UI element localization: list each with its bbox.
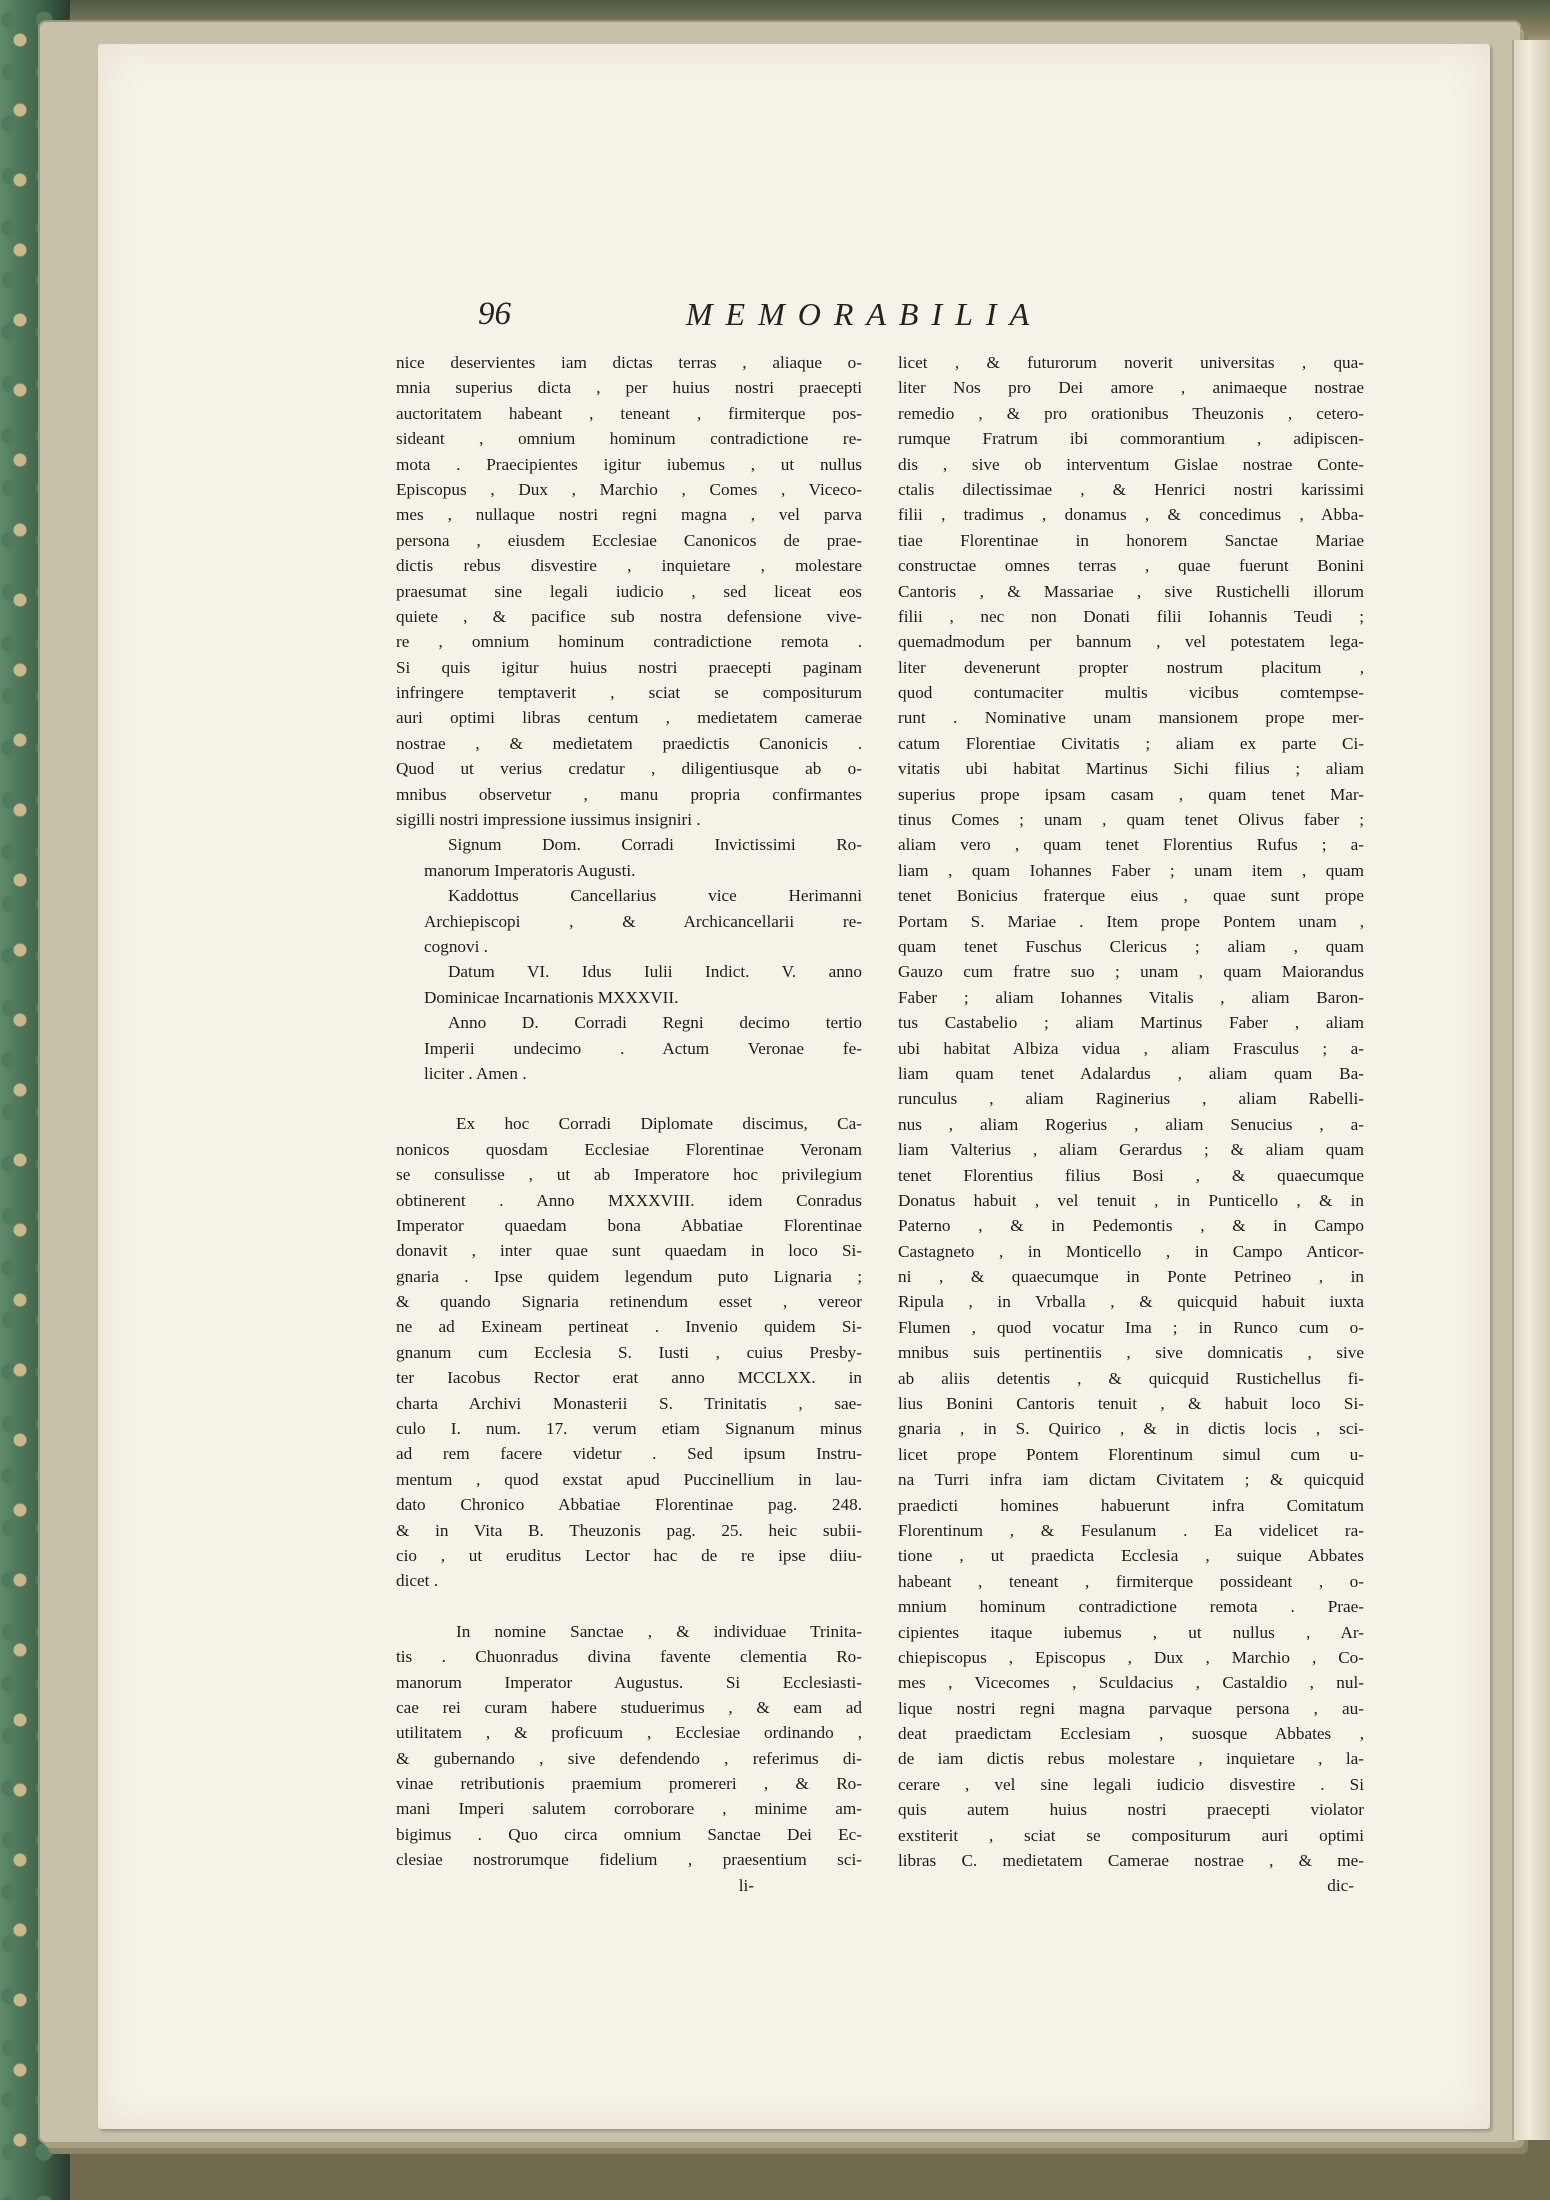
- text-line: quam tenet Fuschus Clericus ; aliam , quam: [898, 936, 1364, 956]
- page-title: MEMORABILIA: [685, 296, 1043, 332]
- text-line: runculus , aliam Raginerius , aliam Rabelli-: [898, 1089, 1364, 1109]
- text-line: nice deservientes iam dictas terras , aliaque o-: [396, 353, 862, 372]
- text-line: Ex hoc Corradi Diplomate discimus, Ca-: [456, 1114, 862, 1134]
- text-line: Flumen , quod vocatur Ima ; in Runco cum o-: [898, 1317, 1364, 1337]
- text-line: lius Bonini Cantoris tenuit , & habuit loco Si-: [898, 1394, 1364, 1414]
- text-line: Archiepiscopi , & Archicancellarii re-: [424, 911, 862, 931]
- text-line: mes , Vicecomes , Sculdacius , Castaldio , nul-: [898, 1673, 1364, 1693]
- text-line: culo I. num. 17. verum etiam Signanum minus: [396, 1419, 862, 1439]
- text-line: gnanum cum Ecclesia S. Iusti , cuius Presby-: [396, 1342, 862, 1362]
- text-line: Faber ; aliam Iohannes Vitalis , aliam Baron-: [898, 987, 1364, 1007]
- text-line: Kaddottus Cancellarius vice Herimanni: [448, 886, 862, 906]
- text-line: dictis rebus disvestire , inquietare , molestare: [396, 556, 862, 576]
- text-line: gnaria , in S. Quirico , & in dictis locis , sci-: [898, 1419, 1364, 1439]
- catchword: li-: [738, 1875, 754, 1895]
- text-line: de iam dictis rebus molestare , inquietare , la-: [898, 1749, 1364, 1769]
- text-line: Castagneto , in Monticello , in Campo Anticor-: [898, 1241, 1364, 1261]
- page-number: 96: [478, 296, 511, 332]
- text-line: Donatus habuit , vel tenuit , in Punticello , & in: [898, 1190, 1364, 1210]
- right-text-column: [898, 350, 1364, 1899]
- text-line: exstiterit , sciat se compositurum auri optimi: [898, 1825, 1364, 1845]
- text-line: se consulisse , ut ab Imperatore hoc privilegium: [396, 1165, 862, 1185]
- text-line: habeant , teneant , firmiterque possideant , o-: [898, 1571, 1364, 1591]
- text-line: aliam vero , quam tenet Florentius Rufus ; a-: [898, 835, 1364, 855]
- text-line: nus , aliam Rogerius , aliam Senucius , a-: [898, 1114, 1364, 1134]
- text-line: filii , tradimus , donamus , & concedimus , Abba-: [898, 505, 1364, 525]
- facing-page-edge: [1512, 40, 1550, 2140]
- text-line: Ripula , in Vrballa , & quicquid habuit iuxta: [898, 1292, 1364, 1312]
- text-line: praesumat sine legali iudicio , sed liceat eos: [396, 581, 862, 601]
- text-line: mnium hominum contradictione remota . Prae-: [898, 1597, 1364, 1617]
- text-line: ni , & quaecumque in Ponte Petrineo , in: [898, 1267, 1364, 1287]
- text-line: auri optimi libras centum , medietatem camerae: [396, 708, 862, 728]
- text-line: tione , ut praedicta Ecclesia , suique Abbates: [898, 1546, 1364, 1566]
- text-line: catum Florentiae Civitatis ; aliam ex parte Ci-: [898, 733, 1364, 753]
- text-line: Datum VI. Idus Iulii Indict. V. anno: [448, 962, 862, 982]
- text-line: cio , ut eruditus Lector hac de re ipse diiu-: [396, 1545, 862, 1565]
- text-line: mnibus observetur , manu propria confirmantes: [396, 784, 862, 804]
- text-line: liter devenerunt propter nostrum placitum ,: [898, 657, 1364, 677]
- text-line: vinae retributionis praemium promereri , & Ro-: [396, 1774, 862, 1794]
- text-line: liam , quam Iohannes Faber ; unam item , quam: [898, 860, 1364, 880]
- text-line: nonicos quosdam Ecclesiae Florentinae Veronam: [396, 1139, 862, 1159]
- text-line: & quando Signaria retinendum esset , vereor: [396, 1292, 862, 1312]
- text-line: Gauzo cum fratre suo ; unam , quam Maiorandus: [898, 962, 1364, 982]
- running-head: [98, 296, 1490, 340]
- text-line: liam quam tenet Adalardus , aliam quam Ba-: [898, 1063, 1364, 1083]
- text-line: Portam S. Mariae . Item prope Pontem unam ,: [898, 911, 1364, 931]
- text-line: dis , sive ob interventum Gislae nostrae Conte-: [898, 454, 1364, 474]
- text-line: constructae omnes terras , quae fuerunt Bonini: [898, 556, 1364, 576]
- text-line: tenet Bonicius fraterque eius , quae sunt prope: [898, 886, 1364, 906]
- text-line: tis . Chuonradus divina favente clementia Ro-: [396, 1647, 862, 1667]
- text-line: quis autem huius nostri praecepti violator: [898, 1800, 1364, 1820]
- text-line: mentum , quod exstat apud Puccinellium in lau-: [396, 1469, 862, 1489]
- text-line: quemadmodum per bannum , vel potestatem lega-: [898, 632, 1364, 652]
- text-line: chiepiscopus , Episcopus , Dux , Marchio , Co-: [898, 1647, 1364, 1667]
- text-line: Imperator quaedam bona Abbatiae Florentinae: [396, 1215, 862, 1235]
- text-line: libras C. medietatem Camerae nostrae , & me-: [898, 1851, 1364, 1871]
- text-line: & gubernando , sive defendendo , referimus di-: [396, 1748, 862, 1768]
- text-line: na Turri infra iam dictam Civitatem ; & quicquid: [898, 1470, 1364, 1490]
- text-line: Florentinum , & Fesulanum . Ea videlicet ra-: [898, 1520, 1364, 1540]
- text-line: mani Imperi salutem corroborare , minime am-: [396, 1799, 862, 1819]
- text-line: liam Valterius , aliam Gerardus ; & aliam quam: [898, 1140, 1364, 1160]
- text-line: auctoritatem habeant , teneant , firmiterque pos-: [396, 403, 862, 423]
- text-line: obtinerent . Anno MXXXVIII. idem Conradus: [396, 1190, 862, 1210]
- text-line: liter Nos pro Dei amore , animaeque nostrae: [898, 378, 1364, 398]
- text-line: manorum Imperator Augustus. Si Ecclesiasti-: [396, 1672, 862, 1692]
- text-line: mnia superius dicta , per huius nostri praecepti: [396, 378, 862, 398]
- text-line: licet prope Pontem Florentinum simul cum u-: [898, 1444, 1364, 1464]
- text-line: Signum Dom. Corradi Invictissimi Ro-: [448, 835, 862, 855]
- text-line: praedicti homines habuerunt infra Comitatum: [898, 1495, 1364, 1515]
- text-line: deat praedictam Ecclesiam , suosque Abbates ,: [898, 1724, 1364, 1744]
- text-line: tenet Florentius filius Bosi , & quaecumque: [898, 1165, 1364, 1185]
- text-line: dicet .: [396, 1571, 438, 1591]
- text-line: manorum Imperatoris Augusti.: [424, 860, 636, 880]
- text-line: nostrae , & medietatem praedictis Canonicis .: [396, 733, 862, 753]
- text-line: tiae Florentinae in honorem Sanctae Mariae: [898, 530, 1364, 550]
- text-line: cipientes itaque iubemus , ut nullus , Ar-: [898, 1622, 1364, 1642]
- text-line: remedio , & pro orationibus Theuzonis , cetero-: [898, 403, 1364, 423]
- book-page: [98, 44, 1490, 2129]
- text-line: mes , nullaque nostri regni magna , vel parva: [396, 505, 862, 525]
- text-line: Paterno , & in Pedemontis , & in Campo: [898, 1216, 1364, 1236]
- text-line: Quod ut verius credatur , diligentiusque ab o-: [396, 759, 862, 779]
- text-line: donavit , inter quae sunt quaedam in loco Si-: [396, 1241, 862, 1261]
- text-line: filii , nec non Donati filii Iohannis Teudi ;: [898, 606, 1364, 626]
- text-line: tus Castabelio ; aliam Martinus Faber , aliam: [898, 1013, 1364, 1033]
- text-line: ad rem facere videtur . Sed ipsum Instru-: [396, 1444, 862, 1464]
- text-line: Anno D. Corradi Regni decimo tertio: [448, 1013, 862, 1033]
- text-line: liciter . Amen .: [424, 1063, 527, 1083]
- text-line: ubi habitat Albiza vidua , aliam Frasculus ; a-: [898, 1038, 1364, 1058]
- text-line: ne ad Exineam pertineat . Invenio quidem Si-: [396, 1317, 862, 1337]
- text-line: Imperii undecimo . Actum Veronae fe-: [424, 1038, 862, 1058]
- text-line: ctalis dilectissimae , & Henrici nostri karissimi: [898, 479, 1364, 499]
- text-line: charta Archivi Monasterii S. Trinitatis , sae-: [396, 1393, 862, 1413]
- text-line: Dominicae Incarnationis MXXXVII.: [424, 987, 679, 1007]
- text-line: vitatis ubi habitat Martinus Sichi filius ; aliam: [898, 759, 1364, 779]
- text-line: licet , & futurorum noverit universitas , qua-: [898, 353, 1364, 372]
- text-line: sigilli nostri impressione iussimus insigniri .: [396, 810, 701, 830]
- text-line: clesiae nostrorumque fidelium , praesentium sci-: [396, 1850, 862, 1870]
- text-line: ab aliis detentis , & quicquid Rustichellus fi-: [898, 1368, 1364, 1388]
- catchword: dic-: [1327, 1876, 1354, 1896]
- text-line: quod contumaciter multis vicibus comtempse-: [898, 683, 1364, 703]
- text-line: tinus Comes ; unam , quam tenet Olivus faber ;: [898, 810, 1364, 830]
- text-line: utilitatem , & proficuum , Ecclesiae ordinando ,: [396, 1723, 862, 1743]
- text-line: persona , eiusdem Ecclesiae Canonicos de prae-: [396, 530, 862, 550]
- text-line: mnibus suis pertinentiis , sive domnicatis , sive: [898, 1343, 1364, 1363]
- text-line: mota . Praecipientes igitur iubemus , ut nullus: [396, 454, 862, 474]
- text-line: cae rei curam habere studuerimus , & eam ad: [396, 1697, 862, 1717]
- text-line: gnaria . Ipse quidem legendum puto Lignaria ;: [396, 1266, 862, 1286]
- text-line: dato Chronico Abbatiae Florentinae pag. 248.: [396, 1495, 862, 1515]
- text-line: lique nostri regni magna parvaque persona , au-: [898, 1698, 1364, 1718]
- text-line: superius prope ipsam casam , quam tenet Mar-: [898, 784, 1364, 804]
- text-line: ter Iacobus Rector erat anno MCCLXX. in: [396, 1368, 862, 1388]
- text-line: sideant , omnium hominum contradictione re-: [396, 429, 862, 449]
- text-line: rumque Fratrum ibi commorantium , adipiscen-: [898, 429, 1364, 449]
- text-line: cerare , vel sine legali iudicio disvestire . Si: [898, 1774, 1364, 1794]
- text-line: & in Vita B. Theuzonis pag. 25. heic subii-: [396, 1520, 862, 1540]
- text-line: cognovi .: [424, 936, 488, 956]
- text-line: infringere temptaverit , sciat se compositurum: [396, 683, 862, 703]
- text-line: bigimus . Quo circa omnium Sanctae Dei Ec-: [396, 1824, 862, 1844]
- left-text-column: [396, 350, 862, 1898]
- text-line: runt . Nominative unam mansionem prope mer-: [898, 708, 1364, 728]
- text-line: quiete , & pacifice sub nostra defensione vive-: [396, 606, 862, 626]
- text-line: Episcopus , Dux , Marchio , Comes , Viceco-: [396, 479, 862, 499]
- text-line: Si quis igitur huius nostri praecepti paginam: [396, 657, 862, 677]
- text-line: In nomine Sanctae , & individuae Trinita-: [456, 1621, 862, 1641]
- text-line: re , omnium hominum contradictione remota .: [396, 632, 862, 652]
- text-line: Cantoris , & Massariae , sive Rustichelli illorum: [898, 581, 1364, 601]
